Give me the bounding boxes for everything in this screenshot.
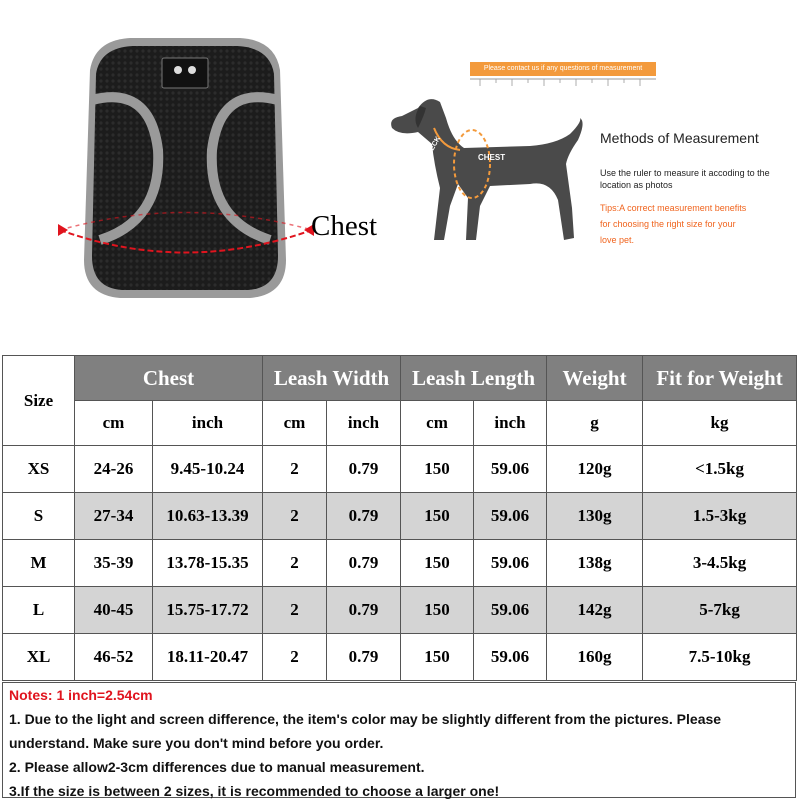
table-cell: 160g: [547, 634, 643, 681]
table-cell: 7.5-10kg: [643, 634, 797, 681]
unit-cell: inch: [474, 401, 547, 446]
notes-box: [2, 682, 796, 798]
table-cell: 15.75-17.72: [153, 587, 263, 634]
header-weight: Weight: [547, 356, 643, 401]
methods-description: Use the ruler to measure it accoding to the location as photos: [600, 168, 770, 190]
unit-cell: kg: [643, 401, 797, 446]
table-cell: 150: [401, 634, 474, 681]
table-cell: 40-45: [75, 587, 153, 634]
table-cell: 59.06: [474, 493, 547, 540]
note-line: understand. Make sure you don't mind before you order.: [9, 735, 384, 751]
size-cell: XL: [3, 634, 75, 681]
dog-chest-label: CHEST: [478, 153, 506, 162]
table-cell: 150: [401, 587, 474, 634]
table-cell: 13.78-15.35: [153, 540, 263, 587]
unit-cell: cm: [75, 401, 153, 446]
table-cell: 2: [263, 634, 327, 681]
table-cell: 0.79: [327, 540, 401, 587]
table-cell: 130g: [547, 493, 643, 540]
unit-cell: inch: [327, 401, 401, 446]
table-cell: 46-52: [75, 634, 153, 681]
table-cell: <1.5kg: [643, 446, 797, 493]
size-cell: S: [3, 493, 75, 540]
table-cell: 0.79: [327, 446, 401, 493]
notes-title: Notes: 1 inch=2.54cm: [9, 687, 153, 703]
size-cell: L: [3, 587, 75, 634]
table-cell: 150: [401, 493, 474, 540]
table-cell: 18.11-20.47: [153, 634, 263, 681]
table-cell: 9.45-10.24: [153, 446, 263, 493]
table-cell: 59.06: [474, 446, 547, 493]
table-cell: 59.06: [474, 634, 547, 681]
methods-tips: Tips:A correct measurement benefits for choosing the right size for your love pet.: [600, 203, 747, 245]
unit-cell: cm: [401, 401, 474, 446]
methods-title: Methods of Measurement: [600, 130, 759, 146]
dog-neck-label: NECK: [426, 135, 443, 157]
size-cell: XS: [3, 446, 75, 493]
size-cell: M: [3, 540, 75, 587]
table-row: [3, 446, 797, 493]
table-cell: 150: [401, 540, 474, 587]
table-cell: 0.79: [327, 634, 401, 681]
table-cell: 2: [263, 493, 327, 540]
table-cell: 10.63-13.39: [153, 493, 263, 540]
table-cell: 27-34: [75, 493, 153, 540]
table-cell: 150: [401, 446, 474, 493]
harness-image: [50, 30, 320, 320]
table-cell: 3-4.5kg: [643, 540, 797, 587]
note-line: 1. Due to the light and screen difference, the item's color may be slightly different from the pictures. Please: [9, 711, 722, 727]
table-row: [3, 634, 797, 681]
table-cell: 2: [263, 540, 327, 587]
size-header: Size: [3, 356, 75, 446]
table-cell: 1.5-3kg: [643, 493, 797, 540]
header-leash-length: Leash Length: [401, 356, 547, 401]
table-cell: 5-7kg: [643, 587, 797, 634]
table-cell: 59.06: [474, 587, 547, 634]
table-cell: 0.79: [327, 587, 401, 634]
table-cell: 2: [263, 446, 327, 493]
size-chart-table: [2, 355, 797, 681]
table-row: [3, 587, 797, 634]
note-line: 2. Please allow2-3cm differences due to manual measurement.: [9, 759, 425, 775]
table-cell: 0.79: [327, 493, 401, 540]
header-chest: Chest: [75, 356, 263, 401]
table-row: [3, 493, 797, 540]
header-fit-for-weight: Fit for Weight: [643, 356, 797, 401]
unit-cell: g: [547, 401, 643, 446]
table-row: [3, 540, 797, 587]
table-cell: 59.06: [474, 540, 547, 587]
header-leash-width: Leash Width: [263, 356, 401, 401]
table-cell: 138g: [547, 540, 643, 587]
unit-cell: cm: [263, 401, 327, 446]
table-cell: 120g: [547, 446, 643, 493]
note-line: 3.If the size is between 2 sizes, it is recommended to choose a larger one!: [9, 783, 500, 799]
unit-cell: inch: [153, 401, 263, 446]
table-cell: 142g: [547, 587, 643, 634]
table-cell: 2: [263, 587, 327, 634]
table-cell: 24-26: [75, 446, 153, 493]
dog-silhouette-image: [380, 88, 590, 256]
ruler-banner: Please contact us if any questions of measurement: [470, 62, 656, 76]
chest-measure-label: Chest: [311, 210, 378, 242]
table-cell: 35-39: [75, 540, 153, 587]
